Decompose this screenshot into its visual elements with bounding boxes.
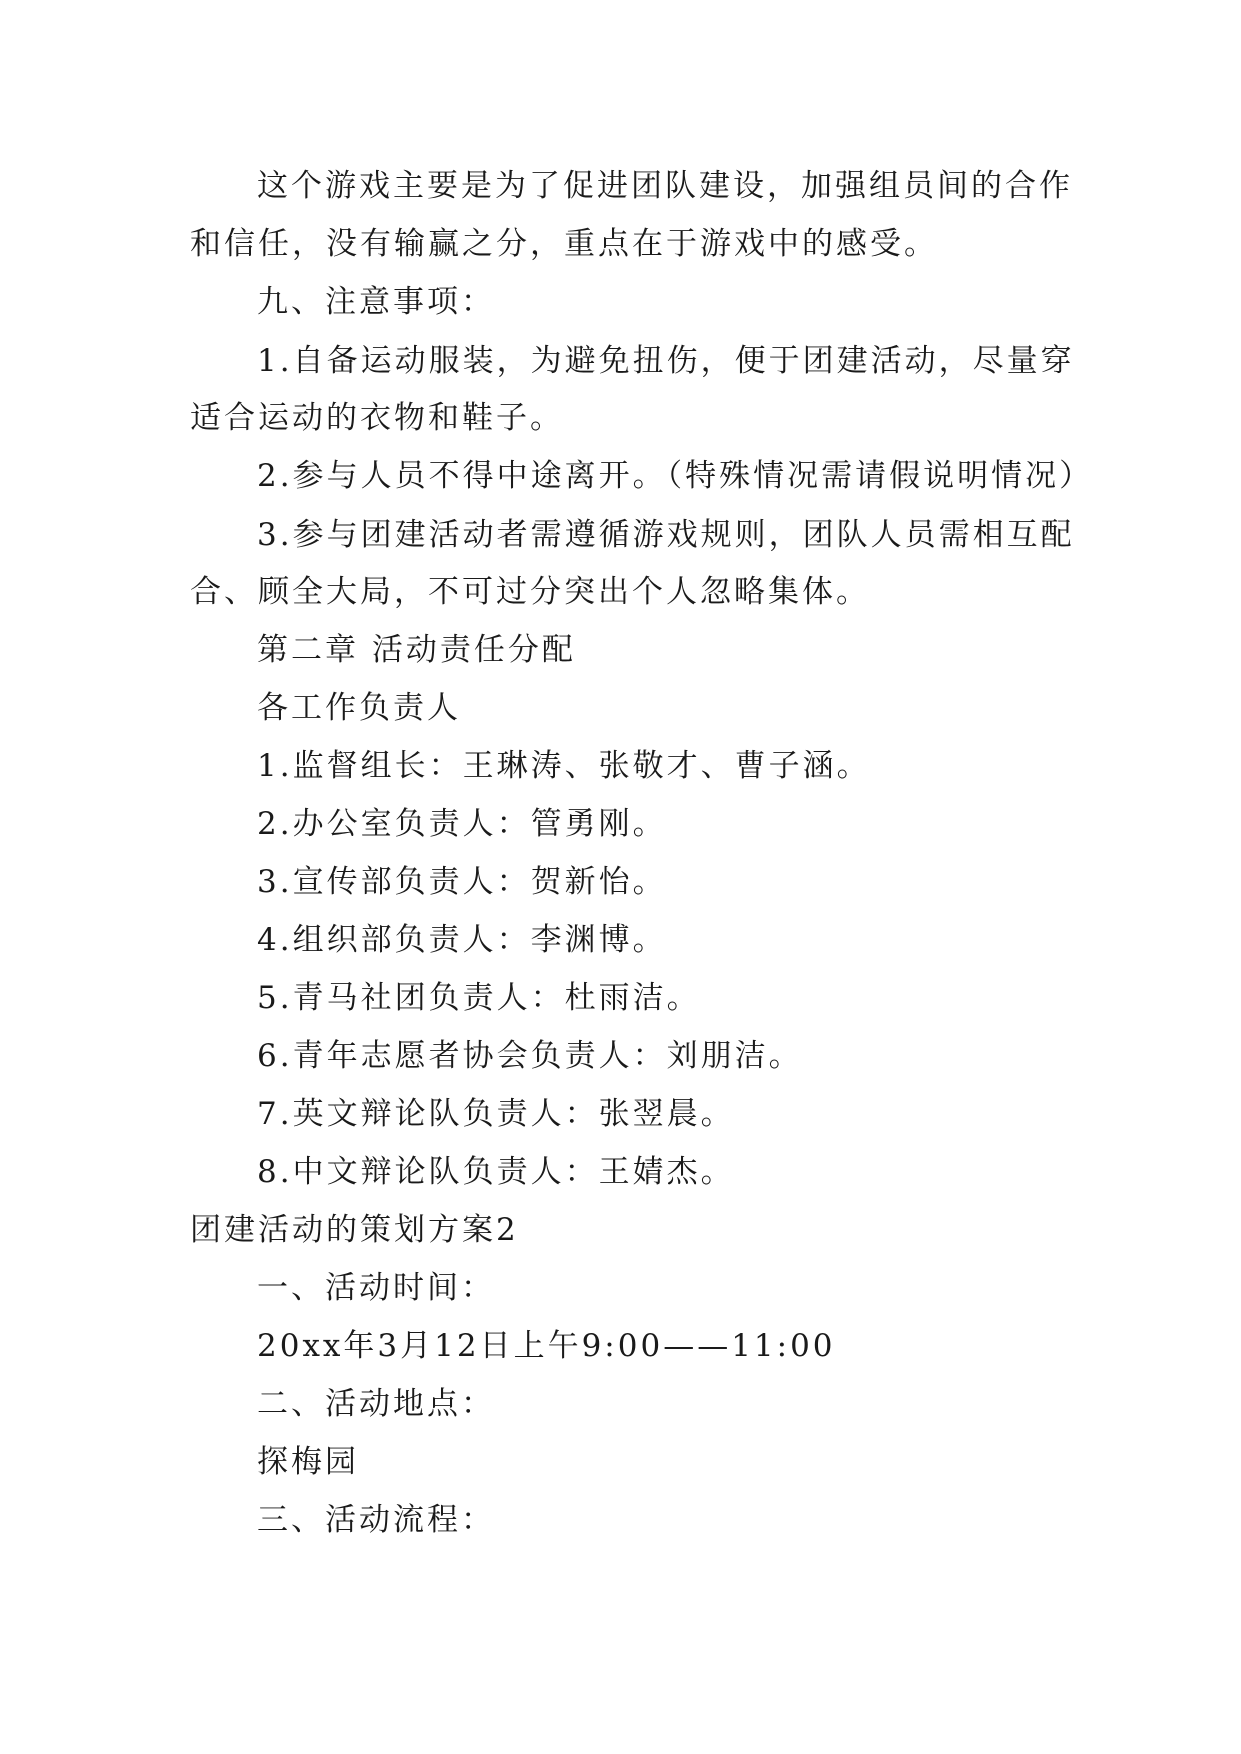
paragraph-line-continued: 团建活动的策划方案2: [190, 1212, 519, 1248]
paragraph-line: 20xx年3月12日上午9:00——11:00: [257, 1328, 836, 1364]
paragraph-line: 1.监督组长：王琳涛、张敬才、曹子涵。: [257, 748, 871, 784]
paragraph-line: 二、活动地点：: [257, 1386, 495, 1422]
paragraph-line: 7.英文辩论队负责人：张翌晨。: [257, 1096, 735, 1132]
paragraph-line: 九、注意事项：: [257, 284, 495, 320]
paragraph-line: 6.青年志愿者协会负责人：刘朋洁。: [257, 1038, 803, 1074]
paragraph-line: 3.宣传部负责人：贺新怡。: [257, 864, 667, 900]
paragraph-line: 8.中文辩论队负责人：王婧杰。: [257, 1154, 735, 1190]
paragraph-line: 4.组织部负责人：李渊博。: [257, 922, 667, 958]
paragraph-line: 5.青马社团负责人：杜雨洁。: [257, 980, 701, 1016]
paragraph-line: 第二章 活动责任分配: [257, 632, 576, 668]
paragraph-line: 1.自备运动服装，为避免扭伤，便于团建活动，尽量穿: [257, 343, 1075, 379]
paragraph-line: 探梅园: [257, 1444, 359, 1480]
paragraph-line: 各工作负责人: [257, 690, 461, 726]
paragraph-line: 2.办公室负责人：管勇刚。: [257, 806, 667, 842]
paragraph-line-continued: 合、顾全大局，不可过分突出个人忽略集体。: [190, 574, 870, 610]
paragraph-line: 这个游戏主要是为了促进团队建设，加强组员间的合作: [257, 168, 1073, 204]
paragraph-line-continued: 和信任，没有输赢之分，重点在于游戏中的感受。: [190, 226, 938, 262]
paragraph-line: 3.参与团建活动者需遵循游戏规则，团队人员需相互配: [257, 517, 1075, 553]
paragraph-line: 2.参与人员不得中途离开。（特殊情况需请假说明情况）: [257, 458, 1094, 494]
paragraph-line: 一、活动时间：: [257, 1270, 495, 1306]
paragraph-line-continued: 适合运动的衣物和鞋子。: [190, 400, 564, 436]
paragraph-line: 三、活动流程：: [257, 1502, 495, 1538]
